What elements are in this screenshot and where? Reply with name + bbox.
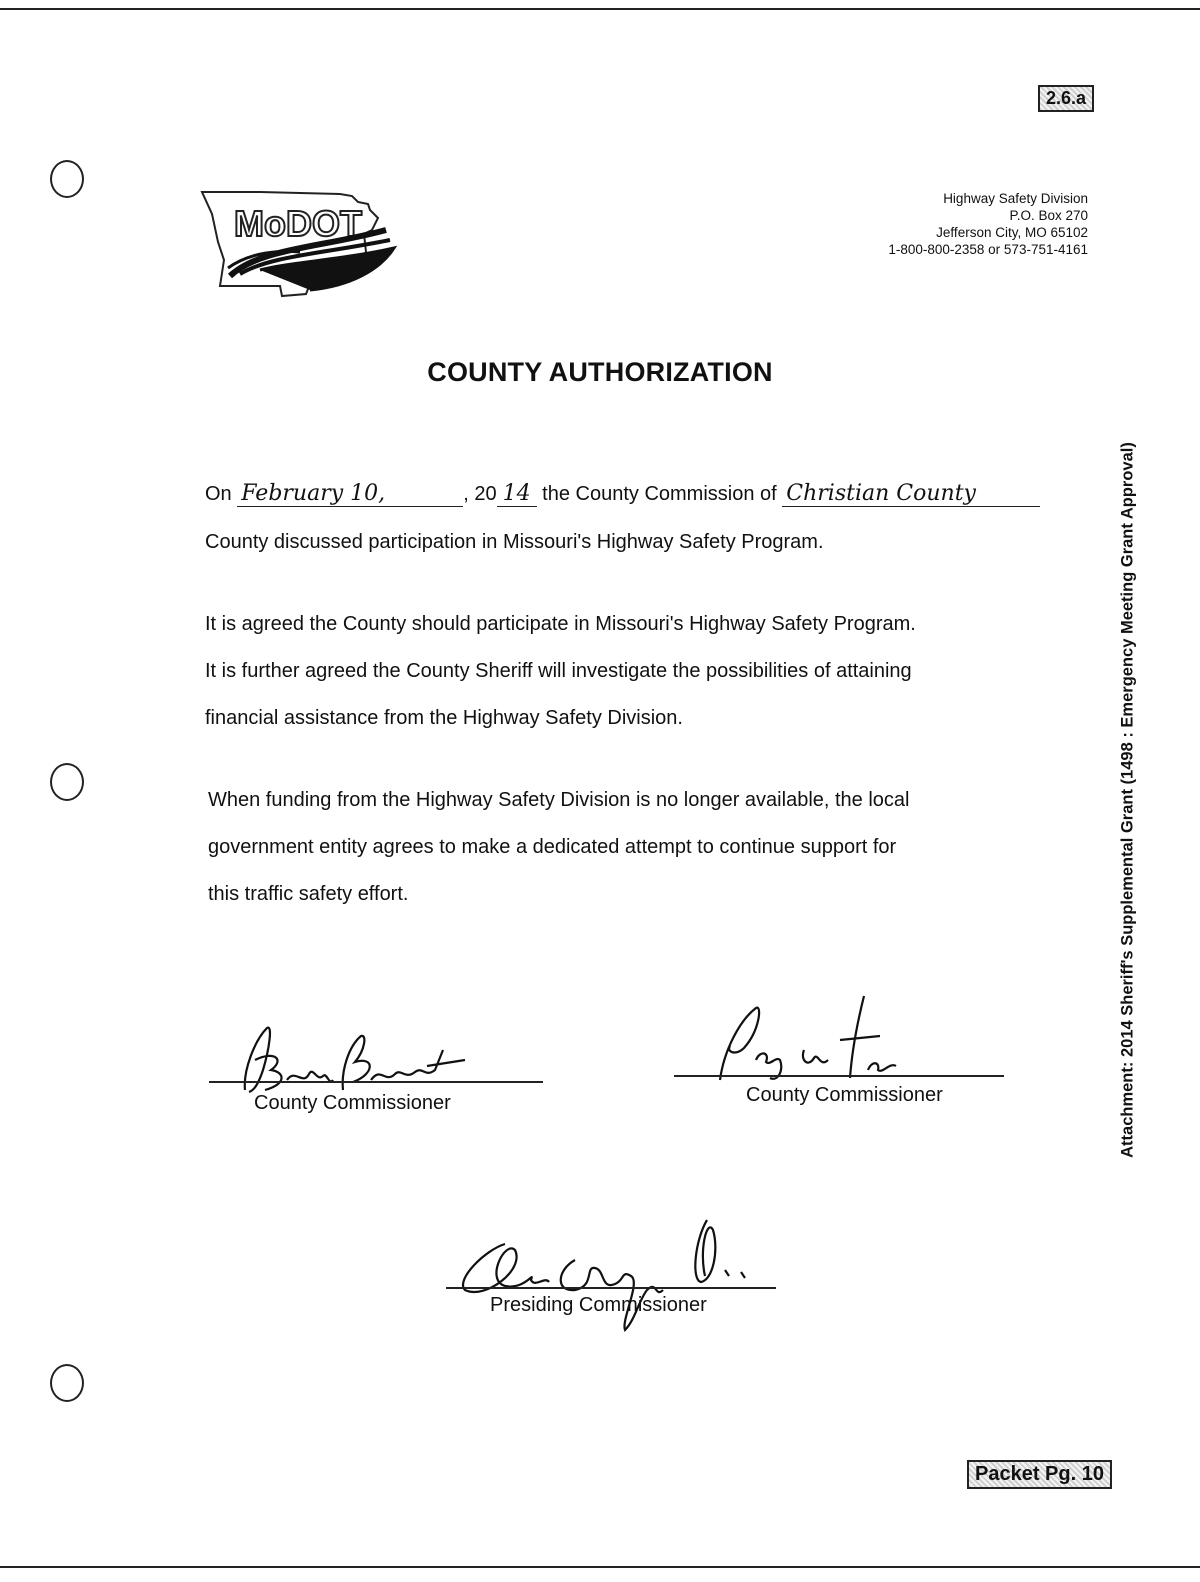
modot-logo: [200, 190, 400, 300]
logo-wordmark: MoDOT: [234, 203, 362, 244]
attachment-tag: 2.6.a: [1038, 85, 1094, 112]
signature-label: Presiding Commissioner: [490, 1294, 707, 1316]
binder-hole-icon: [50, 1364, 84, 1402]
agreement-paragraph: [205, 612, 916, 753]
paragraph-line: It is agreed the County should participate in Missouri's Highway Safety Program.: [205, 613, 916, 635]
sender-address: [888, 190, 1088, 258]
county-handwritten: Christian County: [782, 482, 1040, 507]
document-title: COUNTY AUTHORIZATION: [427, 357, 773, 387]
signature-left: [225, 1020, 485, 1095]
paragraph-line: It is further agreed the County Sheriff will investigate the possibilities of attaining: [205, 660, 912, 682]
on-label: On: [205, 483, 232, 505]
funding-paragraph: [208, 788, 909, 929]
signature-label: County Commissioner: [254, 1092, 451, 1114]
year-handwritten: 14: [497, 482, 537, 507]
signature-right: [700, 990, 930, 1085]
paragraph-line: government entity agrees to make a dedicated attempt to continue support for: [208, 836, 897, 858]
address-line: P.O. Box 270: [1009, 208, 1088, 223]
scan-edge-bottom: [0, 1566, 1200, 1568]
paragraph-line: financial assistance from the Highway Safety Division.: [205, 707, 683, 729]
year-prefix: , 20: [463, 483, 497, 505]
authorization-sentence: [205, 482, 1040, 507]
binder-hole-icon: [50, 763, 84, 801]
paragraph-line: When funding from the Highway Safety Division is no longer available, the local: [208, 789, 910, 811]
signature-presiding: [445, 1210, 785, 1340]
address-line: Highway Safety Division: [943, 191, 1088, 206]
signature-line: [209, 1081, 543, 1083]
scan-edge-top: [0, 8, 1200, 10]
signature-label: County Commissioner: [746, 1084, 943, 1106]
date-handwritten: February 10,: [237, 482, 463, 507]
signature-line: [674, 1075, 1004, 1077]
address-line: Jefferson City, MO 65102: [936, 225, 1088, 240]
packet-page-tag: Packet Pg. 10: [967, 1460, 1112, 1489]
commission-text: the County Commission of: [536, 483, 777, 505]
attachment-side-note: Attachment: 2014 Sheriff's Supplemental Grant (1498 : Emergency Meeting Grant Approval): [1118, 442, 1137, 1158]
authorization-sentence-line2: County discussed participation in Missouri's Highway Safety Program.: [205, 531, 824, 553]
paragraph-line: this traffic safety effort.: [208, 883, 409, 905]
address-line: 1-800-800-2358 or 573-751-4161: [888, 242, 1088, 257]
signature-line: [446, 1287, 776, 1289]
binder-hole-icon: [50, 160, 84, 198]
